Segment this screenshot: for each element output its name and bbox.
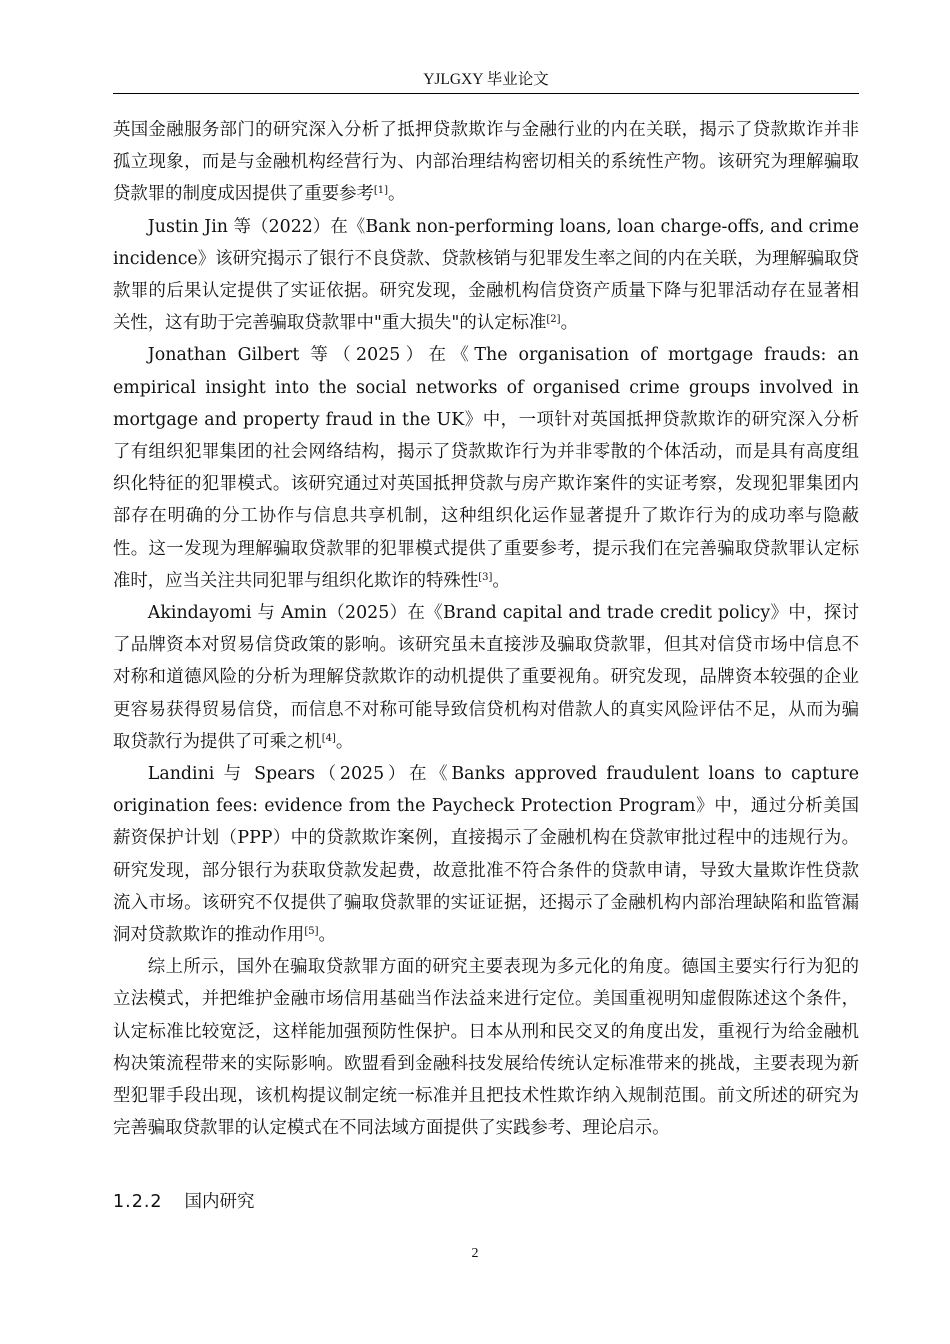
paragraph-5: Landini 与 Spears（2025）在《Banks approved fraudulent loans to capture origination fees: evidence from the Paycheck Protection Program》中，通过分析美国薪资保护计划（PPP）中的贷款欺诈案例，直接揭示了金融机构在贷款审批过程中的违规行为。研究发现，部分银行为获取贷款发起费，故意批准不符合条件的贷款申请，导致大量欺诈性贷款流入市场。该研究不仅提供了骗取贷款罪的实证证据，还揭示了金融机构内部治理缺陷和监管漏洞对贷款欺诈的推动作用[5]。 xyxy=(113,764,859,946)
section-heading xyxy=(113,1187,255,1217)
citation-1[interactable]: [1] xyxy=(373,185,389,197)
paragraph-1: 英国金融服务部门的研究深入分析了抵押贷款欺诈与金融行业的内在关联，揭示了贷款欺诈并非孤立现象，而是与金融机构经营行为、内部治理结构密切相关的系统性产物。该研究为理解骗取贷款罪的制度成因提供了重要参考[1]。 xyxy=(113,120,859,205)
page-number: 2 xyxy=(471,1246,479,1261)
citation-5[interactable]: [5] xyxy=(304,926,319,938)
page-header: YJLGXY 毕业论文 xyxy=(423,71,549,88)
citation-3[interactable]: [3] xyxy=(478,571,493,583)
paragraph-3: Jonathan Gilbert 等（2025）在《The organisation of mortgage frauds: an empirical insight into the social networks of organised crime groups involved in mortgage and property fraud in the UK》中，一项针对英国抵押贷款欺诈的研究深入分析了有组织犯罪集团的社会网络结构，揭示了贷款欺诈行为并非零散的个体活动，而是具有高度组织化特征的犯罪模式。该研究通过对英国抵押贷款与房产欺诈案件的实证考察，发现犯罪集团内部存在明确的分工协作与信息共享机制，这种组织化运作显著提升了欺诈行为的成功率与隐蔽性。这一发现为理解骗取贷款罪的犯罪模式提供了重要参考，提示我们在完善骗取贷款罪认定标准时，应当关注共同犯罪与组织化欺诈的特殊性[3]。 xyxy=(113,345,859,591)
section-number: 1.2.2 xyxy=(113,1192,163,1212)
paragraph-2: Justin Jin 等（2022）在《Bank non-performing loans, loan charge-offs, and crime incidence》该研究揭示了银行不良贷款、贷款核销与犯罪发生率之间的内在关联，为理解骗取贷款罪的后果认定提供了实证依据。研究发现，金融机构信贷资产质量下降与犯罪活动存在显著相关性，这有助于完善骗取贷款罪中"重大损失"的认定标准[2]。 xyxy=(113,216,859,334)
section-title: 国内研究 xyxy=(184,1192,255,1212)
main-text xyxy=(113,114,859,1145)
paragraph-4: Akindayomi 与 Amin（2025）在《Brand capital and trade credit policy》中，探讨了品牌资本对贸易信贷政策的影响。该研究虽未直接涉及骗取贷款罪，但其对信贷市场中信息不对称和道德风险的分析为理解贷款欺诈的动机提供了重要视角。研究发现，品牌资本较强的企业更容易获得贸易信贷，而信息不对称可能导致信贷机构对借款人的真实风险评估不足，从而为骗取贷款行为提供了可乘之机[4]。 xyxy=(113,603,859,752)
citation-4[interactable]: [4] xyxy=(321,732,336,744)
header-rule xyxy=(113,93,859,94)
citation-2[interactable]: [2] xyxy=(546,314,561,326)
paragraph-6: 综上所示，国外在骗取贷款罪方面的研究主要表现为多元化的角度。德国主要实行行为犯的立法模式，并把维护金融市场信用基础当作法益来进行定位。美国重视明知虚假陈述这个条件，认定标准比较宽泛，这样能加强预防性保护。日本从刑和民交叉的角度出发，重视行为给金融机构决策流程带来的实际影响。欧盟看到金融科技发展给传统认定标准带来的挑战，主要表现为新型犯罪手段出现，该机构提议制定统一标准并且把技术性欺诈纳入规制范围。前文所述的研究为完善骗取贷款罪的认定模式在不同法域方面提供了实践参考、理论启示。 xyxy=(113,957,859,1139)
